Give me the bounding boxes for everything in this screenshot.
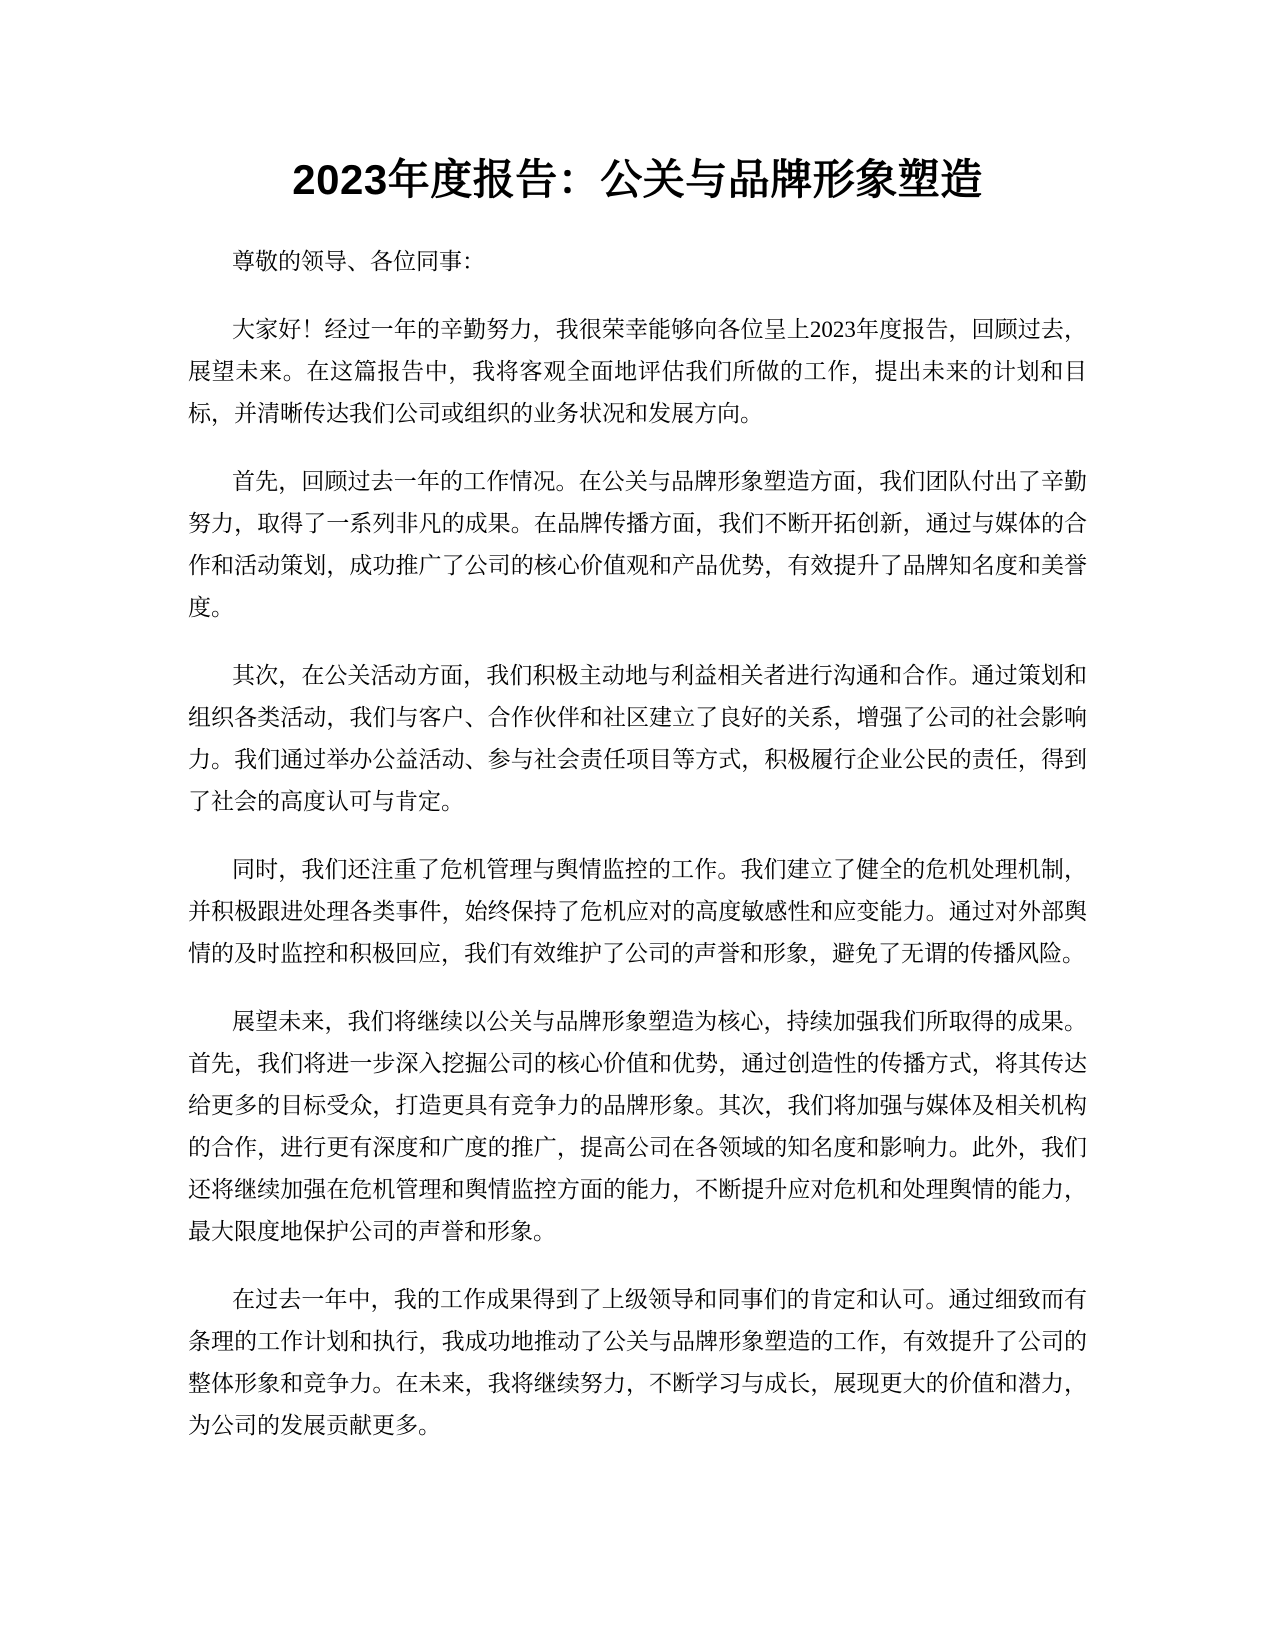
salutation-paragraph: 尊敬的领导、各位同事： — [232, 249, 485, 274]
document-title: 2023年度报告：公关与品牌形象塑造 — [292, 156, 983, 203]
body-paragraph: 在过去一年中，我的工作成果得到了上级领导和同事们的肯定和认可。通过细致而有条理的工作计划和执行，我成功地推动了公关与品牌形象塑造的工作，有效提升了公司的整体形象和竞争力。在未来，我将继续努力，不断学习与成长，展现更大的价值和潜力，为公司的发展贡献更多。 — [188, 1287, 1087, 1438]
body-paragraph: 同时，我们还注重了危机管理与舆情监控的工作。我们建立了健全的危机处理机制，并积极跟进处理各类事件，始终保持了危机应对的高度敏感性和应变能力。通过对外部舆情的及时监控和积极回应，我们有效维护了公司的声誉和形象，避免了无谓的传播风险。 — [188, 857, 1087, 966]
document-body — [188, 241, 1087, 1473]
body-paragraph: 其次，在公关活动方面，我们积极主动地与利益相关者进行沟通和合作。通过策划和组织各类活动，我们与客户、合作伙伴和社区建立了良好的关系，增强了公司的社会影响力。我们通过举办公益活动、参与社会责任项目等方式，积极履行企业公民的责任，得到了社会的高度认可与肯定。 — [188, 663, 1087, 814]
body-paragraph: 展望未来，我们将继续以公关与品牌形象塑造为核心，持续加强我们所取得的成果。首先，我们将进一步深入挖掘公司的核心价值和优势，通过创造性的传播方式，将其传达给更多的目标受众，打造更具有竞争力的品牌形象。其次，我们将加强与媒体及相关机构的合作，进行更有深度和广度的推广，提高公司在各领域的知名度和影响力。此外，我们还将继续加强在危机管理和舆情监控方面的能力，不断提升应对危机和处理舆情的能力，最大限度地保护公司的声誉和形象。 — [188, 1009, 1087, 1244]
body-paragraph: 首先，回顾过去一年的工作情况。在公关与品牌形象塑造方面，我们团队付出了辛勤努力，取得了一系列非凡的成果。在品牌传播方面，我们不断开拓创新，通过与媒体的合作和活动策划，成功推广了公司的核心价值观和产品优势，有效提升了品牌知名度和美誉度。 — [188, 469, 1087, 620]
body-paragraph: 大家好！经过一年的辛勤努力，我很荣幸能够向各位呈上2023年度报告，回顾过去，展望未来。在这篇报告中，我将客观全面地评估我们所做的工作，提出未来的计划和目标，并清晰传达我们公司或组织的业务状况和发展方向。 — [188, 317, 1087, 426]
